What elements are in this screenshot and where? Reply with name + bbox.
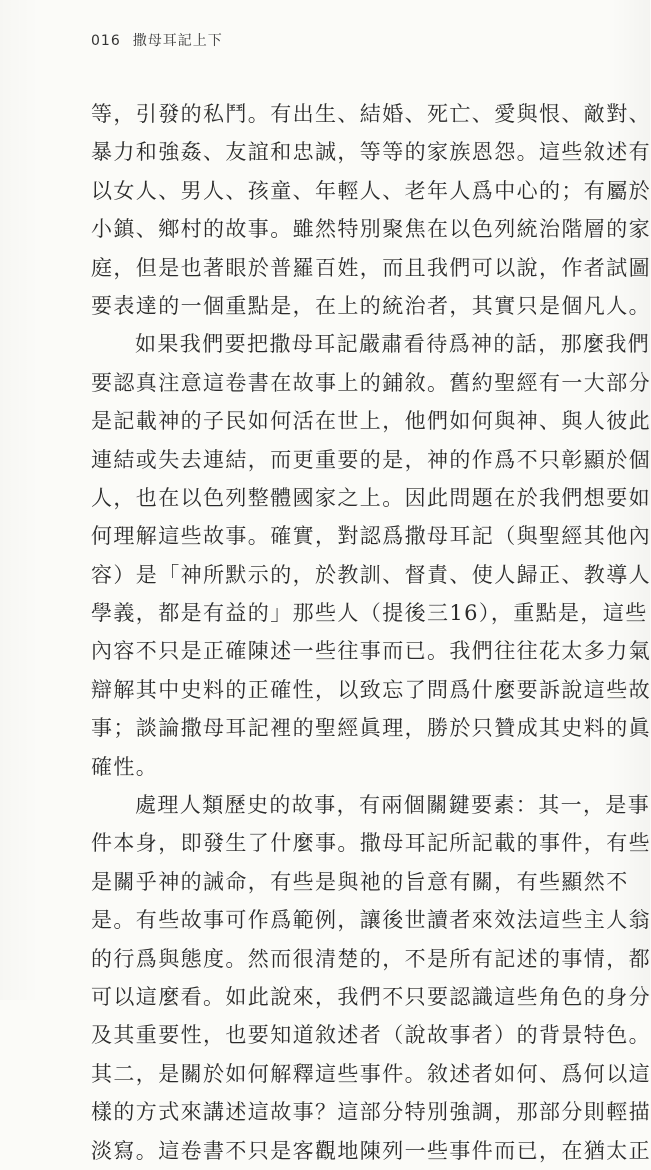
text-line: 小鎮、鄉村的故事。雖然特別聚焦在以色列統治階層的家 <box>91 217 651 242</box>
text-line: 要表達的一個重點是，在上的統治者，其實只是個凡人。 <box>91 293 651 318</box>
text-line: 的行爲與態度。然而很清楚的，不是所有記述的事情，都 <box>91 946 651 971</box>
text-line: 其二，是關於如何解釋這些事件。敘述者如何、爲何以這 <box>91 1061 651 1086</box>
text-line: 暴力和強姦、友誼和忠誠，等等的家族恩怨。這些敘述有 <box>91 140 651 165</box>
text-line: 是。有些故事可作爲範例，讓後世讀者來效法這些主人翁 <box>91 908 651 933</box>
text-line: 及其重要性，也要知道敘述者（說故事者）的背景特色。 <box>91 1023 651 1048</box>
text-line: 容）是「神所默示的，於教訓、督責、使人歸正、教導人 <box>91 562 651 587</box>
text-line: 確性。 <box>91 754 159 779</box>
paragraph <box>91 95 651 325</box>
text-line: 是記載神的子民如何活在世上，他們如何與神、與人彼此 <box>91 409 651 434</box>
text-line: 處理人類歷史的故事，有兩個關鍵要素：其一，是事 <box>135 793 651 818</box>
text-line: 事；談論撒母耳記裡的聖經眞理，勝於只贊成其史料的眞 <box>91 716 651 741</box>
text-line: 樣的方式來講述這故事？這部分特別強調，那部分則輕描 <box>91 1100 651 1125</box>
text-line: 要認真注意這卷書在故事上的鋪敘。舊約聖經有一大部分 <box>91 370 651 395</box>
page-number: 016 <box>91 33 121 49</box>
text-line: 如果我們要把撒母耳記嚴肅看待爲神的話，那麼我們 <box>135 332 651 357</box>
text-line: 辯解其中史料的正確性，以致忘了問爲什麼要訴說這些故 <box>91 677 651 702</box>
text-line: 件本身，即發生了什麼事。撒母耳記所記載的事件，有些 <box>91 831 651 856</box>
text-line: 淡寫。這卷書不只是客觀地陳列一些事件而已，在猶太正 <box>91 1138 651 1163</box>
text-line: 等，引發的私鬥。有出生、結婚、死亡、愛與恨、敵對、 <box>91 102 651 126</box>
running-title: 撒母耳記上下 <box>132 33 223 49</box>
running-header <box>91 30 223 54</box>
text-line: 庭，但是也著眼於普羅百姓，而且我們可以說，作者試圖 <box>91 255 651 280</box>
text-line: 學義，都是有益的」那些人（提後三16），重點是，這些 <box>91 601 648 626</box>
text-line: 以女人、男人、孩童、年輕人、老年人爲中心的；有屬於 <box>91 178 651 203</box>
text-line: 連結或失去連結，而更重要的是，神的作爲不只彰顯於個 <box>91 447 651 472</box>
text-line: 人，也在以色列整體國家之上。因此問題在於我們想要如 <box>91 485 651 510</box>
text-line: 內容不只是正確陳述一些往事而已。我們往往花太多力氣 <box>91 639 651 664</box>
text-line: 可以這麼看。如此說來，我們不只要認識這些角色的身分 <box>91 984 651 1009</box>
body-text <box>91 95 651 1170</box>
paragraph <box>91 786 651 1170</box>
paragraph <box>91 325 651 786</box>
text-line: 是關乎神的誡命，有些是與祂的旨意有關，有些顯然不 <box>91 869 629 894</box>
text-line: 何理解這些故事。確實，對認爲撒母耳記（與聖經其他內 <box>91 524 651 549</box>
